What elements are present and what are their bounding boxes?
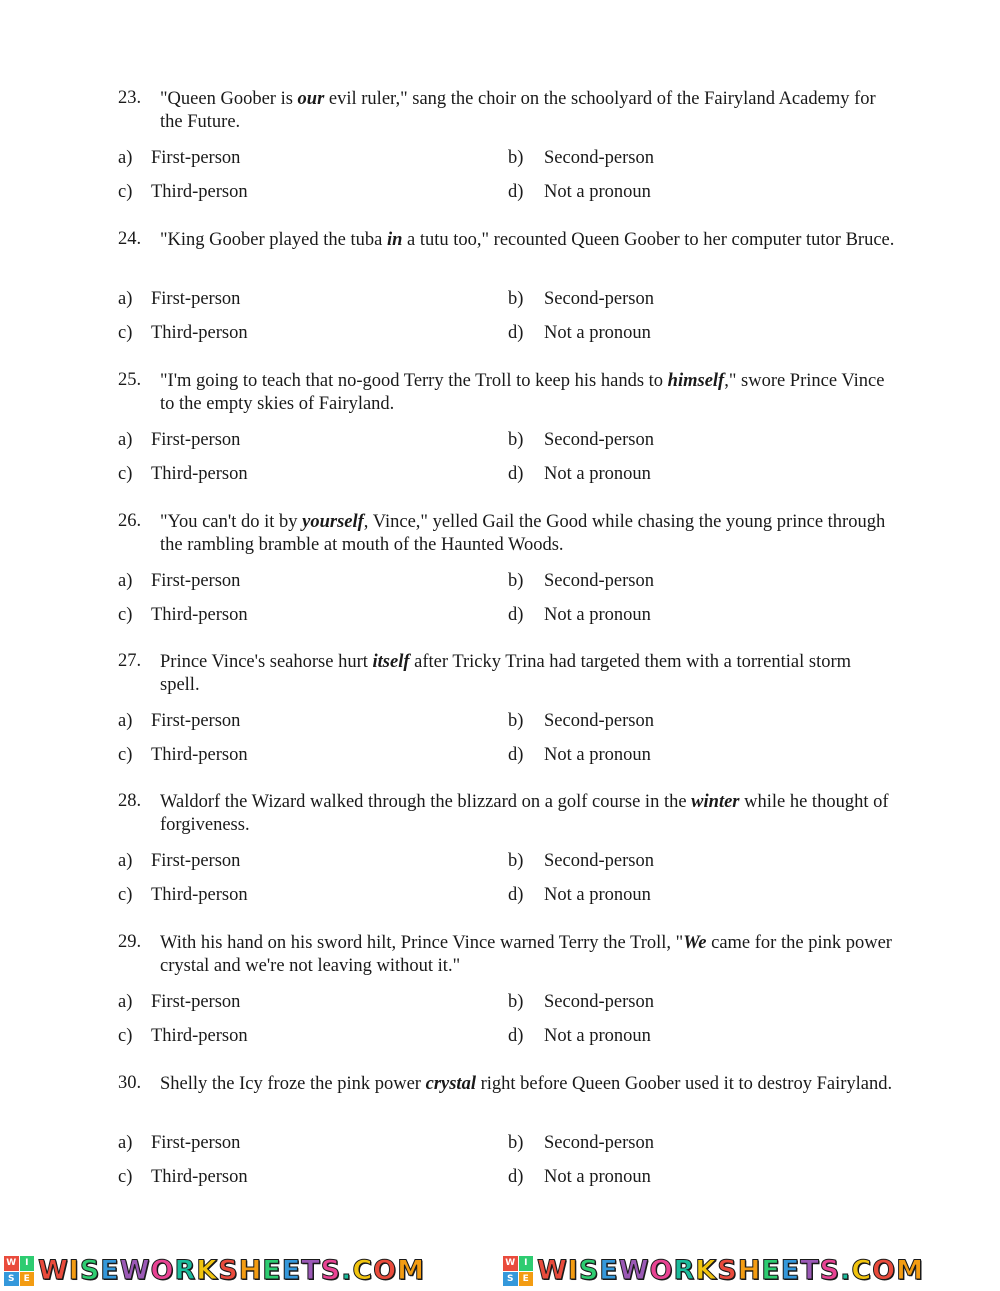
question-30: 30. Shelly the Icy froze the pink power crystal right before Queen Goober used it to destroy Fairyland. a) First-person b) Second-person c) Third-person d) Not a pronoun <box>0 1073 1000 1214</box>
question-29: 29. With his hand on his sword hilt, Prince Vince warned Terry the Troll, "We came for the pink power crystal and we're not leaving without it." a) First-person b) Second-person c) Third-person d) Not a pronoun <box>0 932 1000 1073</box>
question-text: Prince Vince's seahorse hurt itself after Tricky Trina had targeted them with a torrential storm spell. <box>160 652 852 695</box>
highlighted-word: We <box>683 933 707 953</box>
question-26: 26. "You can't do it by yourself, Vince," yelled Gail the Good while chasing the young prince through the rambling bramble at mouth of the Haunted Woods. a) First-person b) Second-person c) Third-person d) Not a pronoun <box>0 511 1000 652</box>
brand-text: WISEWORKSHEETS.COM <box>38 1255 425 1286</box>
question-28: 28. Waldorf the Wizard walked through the blizzard on a golf course in the winter while he thought of forgiveness. a) First-person b) Second-person c) Third-person d) Not a pronoun <box>0 791 1000 932</box>
question-number: 26. <box>118 511 142 531</box>
brand-text: WISEWORKSHEETS.COM <box>537 1255 924 1286</box>
question-25: 25. "I'm going to teach that no-good Terry the Troll to keep his hands to himself," swore Prince Vince to the empty skies of Fairyland. a) First-person b) Second-person c) Third-person d) Not a pronoun <box>0 370 1000 511</box>
brand-icon: W I S E <box>503 1256 533 1286</box>
highlighted-word: winter <box>691 792 740 812</box>
brand-logo[interactable] <box>503 1255 924 1287</box>
question-text: "King Goober played the tuba in a tutu too," recounted Queen Goober to her computer tutor Bruce. <box>160 230 895 250</box>
question-text: "Queen Goober is our evil ruler," sang the choir on the schoolyard of the Fairyland Academy for the Future. <box>160 89 876 132</box>
highlighted-word: itself <box>372 652 410 672</box>
highlighted-word: our <box>297 89 325 109</box>
question-text: "I'm going to teach that no-good Terry the Troll to keep his hands to himself," swore Prince Vince to the empty skies of Fairyland. <box>160 371 885 414</box>
question-text: Shelly the Icy froze the pink power crystal right before Queen Goober used it to destroy Fairyland. <box>160 1074 893 1094</box>
question-number: 28. <box>118 791 142 811</box>
highlighted-word: crystal <box>425 1074 476 1094</box>
question-23: 23. "Queen Goober is our evil ruler," sang the choir on the schoolyard of the Fairyland Academy for the Future. a) First-person b) Second-person c) Third-person d) Not a pronoun <box>0 88 1000 229</box>
question-number: 23. <box>118 88 142 108</box>
question-text: "You can't do it by yourself, Vince," yelled Gail the Good while chasing the young prince through the rambling bramble at mouth of the Haunted Woods. <box>160 512 886 555</box>
brand-icon: W I S E <box>4 1256 34 1286</box>
question-number: 29. <box>118 932 142 952</box>
brand-logo[interactable] <box>4 1255 425 1287</box>
question-number: 30. <box>118 1073 142 1093</box>
highlighted-word: in <box>386 230 403 250</box>
highlighted-word: himself <box>667 371 725 391</box>
question-24: 24. "King Goober played the tuba in a tutu too," recounted Queen Goober to her computer tutor Bruce. a) First-person b) Second-person c) Third-person d) Not a pronoun <box>118 229 895 343</box>
question-27: 27. Prince Vince's seahorse hurt itself after Tricky Trina had targeted them with a torrential storm spell. a) First-person b) Second-person c) Third-person d) Not a pronoun <box>0 651 1000 792</box>
question-number: 25. <box>118 370 142 390</box>
question-text: With his hand on his sword hilt, Prince Vince warned Terry the Troll, "We came for the pink power crystal and we're not leaving without it." <box>160 933 892 976</box>
question-number: 27. <box>118 651 142 671</box>
question-text: Waldorf the Wizard walked through the blizzard on a golf course in the winter while he thought of forgiveness. <box>160 792 889 835</box>
highlighted-word: yourself <box>302 512 364 532</box>
footer-watermark <box>0 1253 1000 1289</box>
question-number: 24. <box>118 229 142 249</box>
